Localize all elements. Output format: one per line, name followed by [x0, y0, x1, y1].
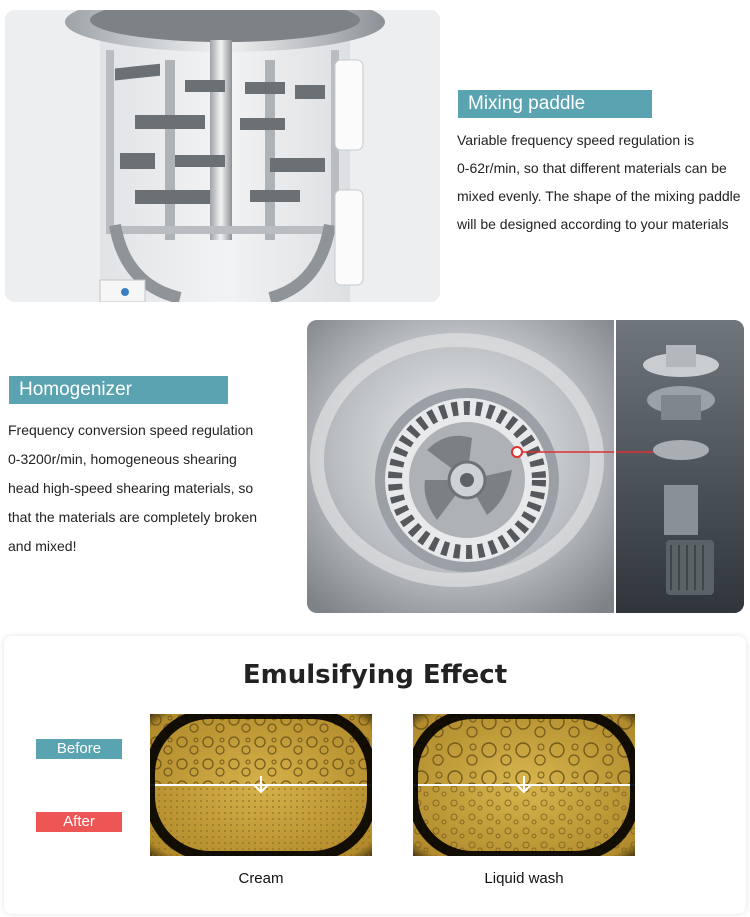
mixing-paddle-photo [5, 10, 440, 302]
cream-caption: Cream [238, 870, 284, 887]
liquid-wash-caption: Liquid wash [484, 870, 564, 887]
description-line: 0-62r/min, so that different materials can be [457, 160, 727, 176]
description-line: Frequency conversion speed regulation [8, 422, 254, 438]
after-label: After [36, 812, 122, 832]
mixing-paddle-description [457, 126, 747, 238]
homogenizer-exploded-view [616, 320, 744, 613]
description-line: 0-3200r/min, homogeneous shearing [8, 451, 237, 467]
description-line: head high-speed shearing materials, so [8, 480, 254, 496]
description-line: mixed evenly. The shape of the mixing paddle [457, 188, 741, 204]
emulsifying-title: Emulsifying Effect [242, 660, 508, 690]
description-line: will be designed according to your materials [457, 216, 729, 232]
liquid-wash-micrograph [413, 714, 635, 856]
description-line: Variable frequency speed regulation is [457, 132, 695, 148]
description-line: that the materials are completely broken [8, 509, 258, 525]
homogenizer-heading: Homogenizer [9, 376, 228, 404]
before-label: Before [36, 739, 122, 759]
cream-micrograph [150, 714, 372, 856]
homogenizer-description [8, 416, 298, 561]
emulsifying-effect-section [0, 632, 750, 917]
homogenizer-head-photo [307, 320, 614, 613]
mixing-paddle-heading: Mixing paddle [458, 90, 652, 118]
homogenizer-section [0, 315, 750, 620]
description-line: and mixed! [8, 538, 77, 554]
mixing-paddle-section [0, 0, 750, 310]
